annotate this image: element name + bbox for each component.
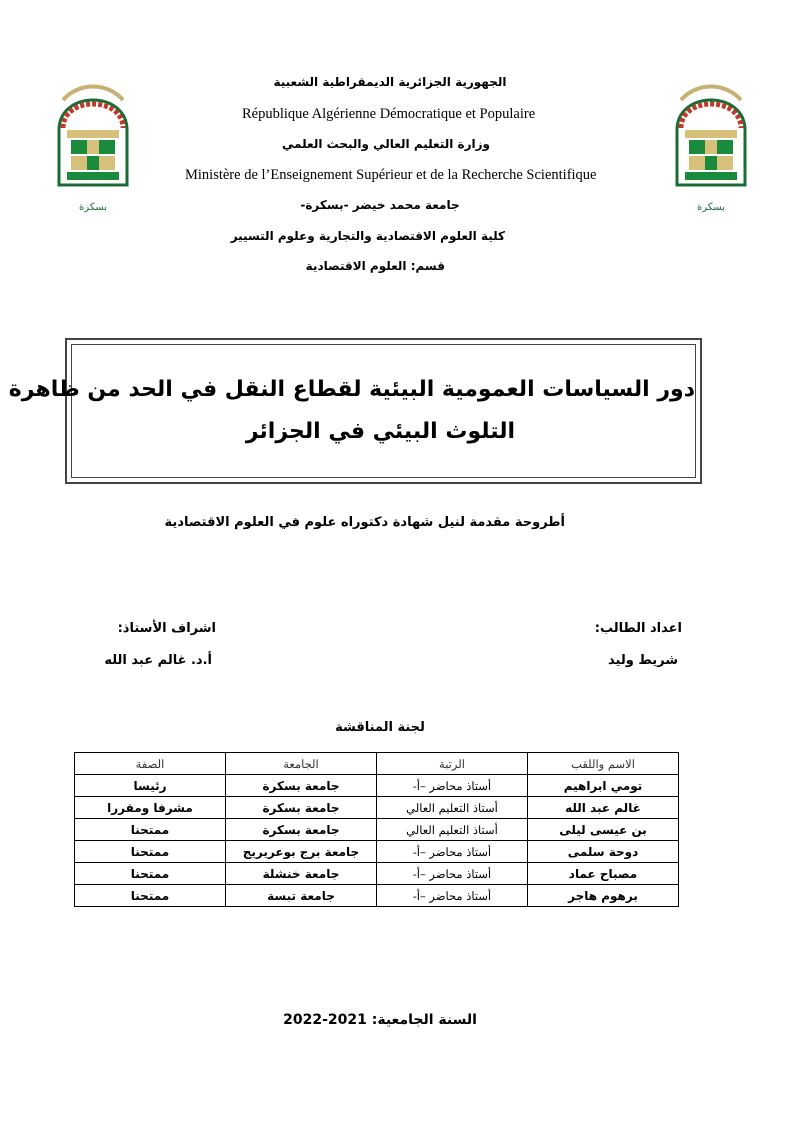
- member-name: برهوم هاجر: [528, 885, 679, 907]
- member-university: جامعة خنشلة: [226, 863, 377, 885]
- member-role: ممتحنا: [75, 863, 226, 885]
- member-university: جامعة بسكرة: [226, 819, 377, 841]
- faculty-name: كلية العلوم الاقتصادية والتجارية وعلوم التسيير: [230, 229, 505, 243]
- table-header-row: [75, 753, 679, 775]
- department-name: قسم: العلوم الاقتصادية: [305, 259, 445, 273]
- member-rank: أستاذ محاضر –أ-: [377, 863, 528, 885]
- thesis-title-line-1: دور السياسات العمومية البيئية لقطاع النقل في الحد من ظاهرة: [8, 377, 695, 402]
- thesis-title-box: [8, 338, 702, 484]
- member-university: جامعة برج بوعريريج: [226, 841, 377, 863]
- member-rank: أستاذ محاضر –أ-: [377, 841, 528, 863]
- member-role: ممتحنا: [75, 841, 226, 863]
- student-label: اعداد الطالب:: [594, 621, 682, 636]
- supervisor-name: أ.د. غالم عبد الله: [104, 653, 212, 668]
- member-role: مشرفا ومقررا: [75, 797, 226, 819]
- header-role: الصفة: [75, 753, 226, 775]
- member-university: جامعة بسكرة: [226, 775, 377, 797]
- table-row: [75, 841, 679, 863]
- member-role: ممتحنا: [75, 885, 226, 907]
- header-rank: الرتبة: [377, 753, 528, 775]
- logo-caption: بسكرة: [697, 202, 725, 213]
- committee-table: [74, 752, 679, 907]
- table-row: [75, 775, 679, 797]
- member-name: دوحة سلمى: [528, 841, 679, 863]
- university-name: جامعة محمد خيضر -بسكرة-: [300, 198, 460, 212]
- member-name: مصباح عماد: [528, 863, 679, 885]
- ministry-french: Ministère de l’Enseignement Supérieur et de la Recherche Scientifique: [185, 167, 597, 183]
- table-row: [75, 819, 679, 841]
- republic-french: République Algérienne Démocratique et Populaire: [242, 106, 536, 122]
- member-rank: أستاذ التعليم العالي: [377, 797, 528, 819]
- member-name: تومي ابراهيم: [528, 775, 679, 797]
- member-rank: أستاذ التعليم العالي: [377, 819, 528, 841]
- member-role: ممتحنا: [75, 819, 226, 841]
- thesis-title-line-2: التلوث البيئي في الجزائر: [245, 419, 515, 444]
- table-row: [75, 797, 679, 819]
- student-name: شريط وليد: [608, 653, 678, 668]
- supervisor-label: اشراف الأستاذ:: [117, 621, 216, 636]
- member-name: بن عيسى ليلى: [528, 819, 679, 841]
- member-rank: أستاذ محاضر –أ-: [377, 885, 528, 907]
- table-row: [75, 863, 679, 885]
- university-logo-right: [646, 65, 776, 235]
- member-university: جامعة تبسة: [226, 885, 377, 907]
- republic-arabic: الجهورية الجزائرية الديمقراطية الشعبية: [273, 75, 507, 89]
- ministry-arabic: وزارة التعليم العالي والبحث العلمي: [281, 137, 490, 151]
- member-name: غالم عبد الله: [528, 797, 679, 819]
- thesis-statement: أطروحة مقدمة لنيل شهادة دكتوراه علوم في العلوم الاقتصادية: [164, 515, 565, 530]
- member-role: رئيسا: [75, 775, 226, 797]
- university-logo-left: [28, 65, 158, 235]
- header-name: الاسم واللقب: [528, 753, 679, 775]
- logo-caption: بسكرة: [79, 202, 107, 213]
- table-row: [75, 885, 679, 907]
- member-university: جامعة بسكرة: [226, 797, 377, 819]
- committee-title: لجنة المناقشة: [335, 720, 425, 735]
- academic-year: السنة الجامعية: 2021-2022: [283, 1012, 477, 1028]
- header-university: الجامعة: [226, 753, 377, 775]
- member-rank: أستاذ محاضر –أ-: [377, 775, 528, 797]
